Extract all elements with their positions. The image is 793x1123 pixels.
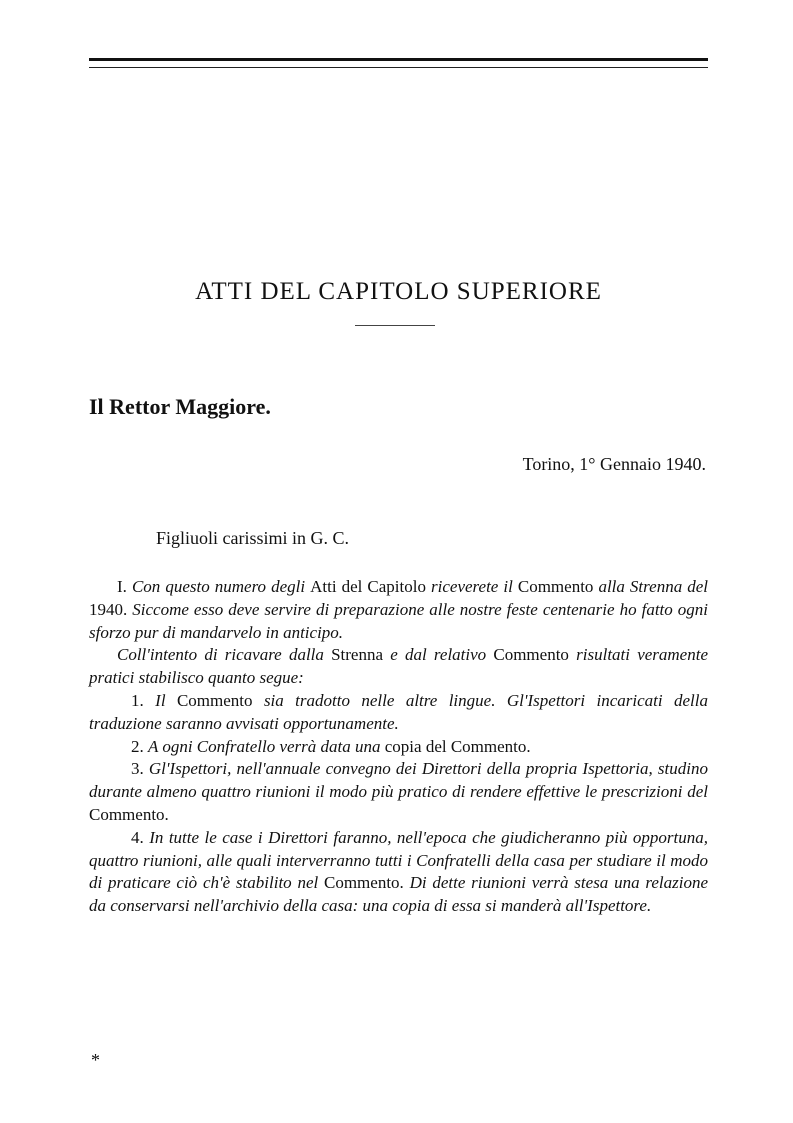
top-rule-thick — [89, 58, 708, 61]
top-rule-thin — [89, 67, 708, 68]
page-title: ATTI DEL CAPITOLO SUPERIORE — [195, 278, 602, 305]
text-segment: Siccome esso deve servire di preparazione alle nostre feste centenarie ho fatto ogni sforzo pur di mandarvelo in anticipo. — [89, 599, 709, 642]
text-segment: sia tradotto nelle altre lingue. Gl'Ispettori incaricati della traduzione saranno avvisati opportunamente. — [89, 690, 709, 733]
text-segment: 4. — [131, 827, 150, 847]
text-segment: Commento. — [324, 873, 410, 893]
body-paragraph — [89, 827, 708, 918]
body-paragraph — [89, 736, 708, 759]
footnote-mark: * — [91, 1050, 100, 1070]
title-divider — [355, 325, 435, 326]
text-segment: Il — [155, 690, 177, 710]
text-segment: A ogni Confratello verrà data una — [148, 736, 385, 756]
text-segment: Commento — [176, 690, 264, 710]
text-segment: e dal relativo — [390, 645, 494, 665]
text-segment: 3. — [131, 759, 149, 779]
text-segment: Commento — [517, 577, 599, 596]
body-paragraph — [89, 576, 708, 644]
text-segment: copia del Commento. — [384, 736, 531, 756]
letter-date: Torino, 1° Gennaio 1940. — [522, 454, 706, 474]
text-segment: Con questo numero degli — [131, 577, 311, 596]
text-segment: Coll'intento di ricavare dalla — [117, 645, 332, 665]
body-paragraph — [89, 644, 708, 690]
salutation: Figliuoli carissimi in G. C. — [156, 528, 350, 548]
text-segment: 1. — [131, 690, 156, 710]
text-segment: I. — [117, 577, 132, 596]
text-segment: 2. — [131, 736, 148, 756]
text-segment: Commento — [493, 645, 577, 665]
text-segment: Strenna — [331, 645, 391, 665]
text-segment: riceverete il — [431, 577, 518, 596]
section-title: Il Rettor Maggiore. — [89, 394, 271, 419]
text-segment: Commento. — [89, 804, 169, 824]
text-segment: Atti del Capitolo — [310, 577, 432, 596]
text-segment: Gl'Ispettori, nell'annuale convegno dei Direttori della propria Ispettoria, studino durante almeno quattro riunioni il modo più pratico di rendere effettive le prescrizioni del — [89, 759, 708, 802]
body-paragraph — [89, 690, 708, 736]
text-segment: 1940. — [89, 599, 133, 619]
text-segment: Di dette riunioni verrà stesa una relazione da conservarsi nell'archivio della casa: una copia di essa si manderà all'Ispettore. — [89, 873, 708, 916]
letter-body — [89, 576, 708, 918]
body-paragraph — [89, 758, 708, 826]
text-segment: alla Strenna del — [598, 577, 708, 596]
text-segment: In tutte le case i Direttori faranno, nell'epoca che giudicheranno più opportuna, quattro riunioni, alle quali interverranno tutti i Confratelli della casa per studiare il modo di praticare ciò ch'è stabilito nel — [89, 827, 708, 893]
text-segment: risultati veramente pratici stabilisco quanto segue: — [89, 645, 708, 688]
